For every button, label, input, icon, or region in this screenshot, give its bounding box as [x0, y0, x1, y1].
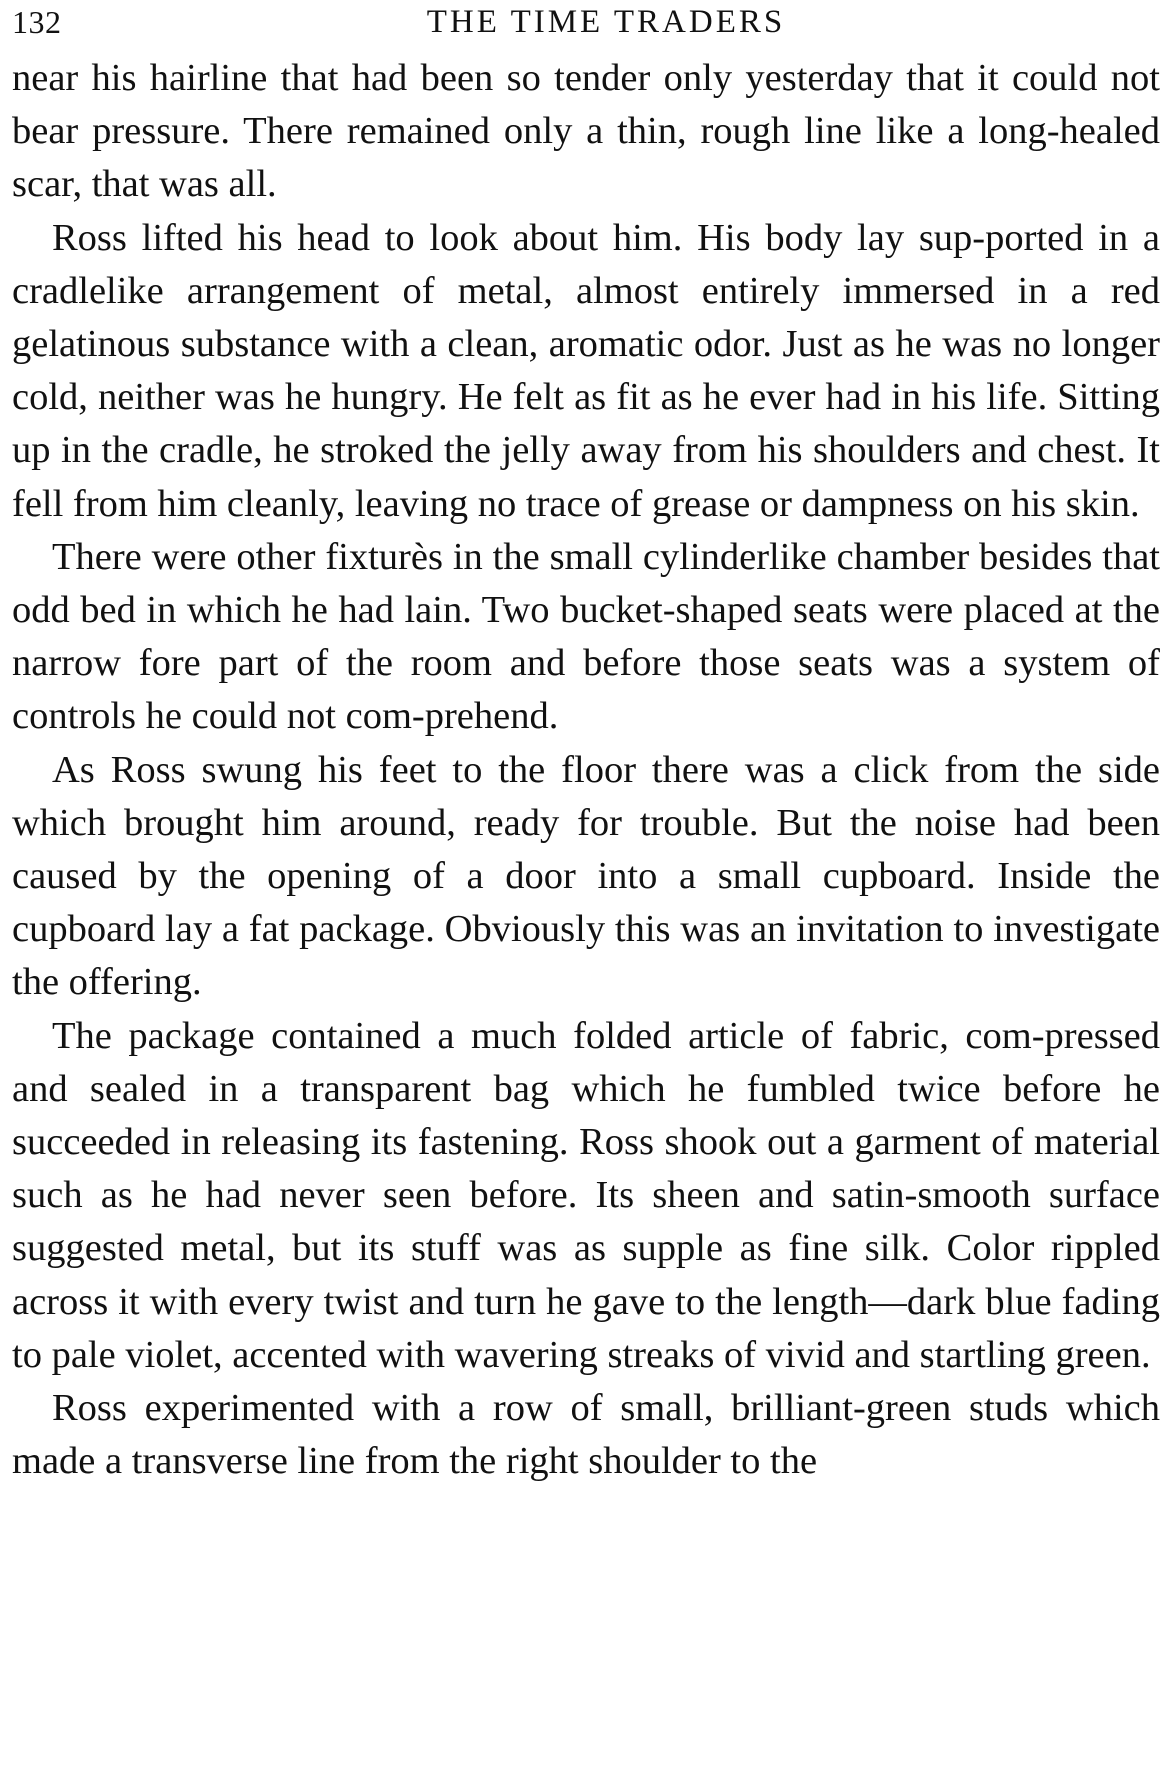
body-text — [12, 52, 1160, 1488]
paragraph-1: near his hairline that had been so tender only yesterday that it could not bear pressure. There remained only a thin, rough line like a long-healed scar, that was all. — [12, 57, 1160, 206]
page-number: 132 — [12, 4, 62, 40]
paragraph-3: There were other fixturès in the small cylinderlike chamber besides that odd bed in which he had lain. Two bucket-shaped seats were placed at the narrow fore part of the room and before those seats was a system of controls he could not com-prehend. — [12, 535, 1160, 738]
paragraph-4: As Ross swung his feet to the floor there was a click from the side which brought him around, ready for trouble. But the noise had been caused by the opening of a door into a small cupboard. Inside the cupboard lay a fat package. Obviously this was an invitation to investigate the offering. — [12, 748, 1160, 1004]
book-page — [12, 0, 1160, 1787]
running-head — [12, 0, 1160, 52]
paragraph-5: The package contained a much folded article of fabric, com-pressed and sealed in a transparent bag which he fumbled twice before he succeeded in releasing its fastening. Ross shook out a garment of material such as he had never seen before. Its sheen and satin-smooth surface suggested metal, but its stuff was as supple as fine silk. Color rippled across it with every twist and turn he gave to the length—dark blue fading to pale violet, accented with wavering streaks of vivid and startling green. — [12, 1014, 1160, 1376]
paragraph-2: Ross lifted his head to look about him. His body lay sup-ported in a cradlelike arrangement of metal, almost entirely immersed in a red gelatinous substance with a clean, aromatic odor. Just as he was no longer cold, neither was he hungry. He felt as fit as he ever had in his life. Sitting up in the cradle, he stroked the jelly away from his shoulders and chest. It fell from him cleanly, leaving no trace of grease or dampness on his skin. — [12, 216, 1160, 525]
paragraph-6: Ross experimented with a row of small, brilliant-green studs which made a transverse line from the right shoulder to the — [12, 1387, 1160, 1483]
running-title: THE TIME TRADERS — [426, 4, 786, 40]
